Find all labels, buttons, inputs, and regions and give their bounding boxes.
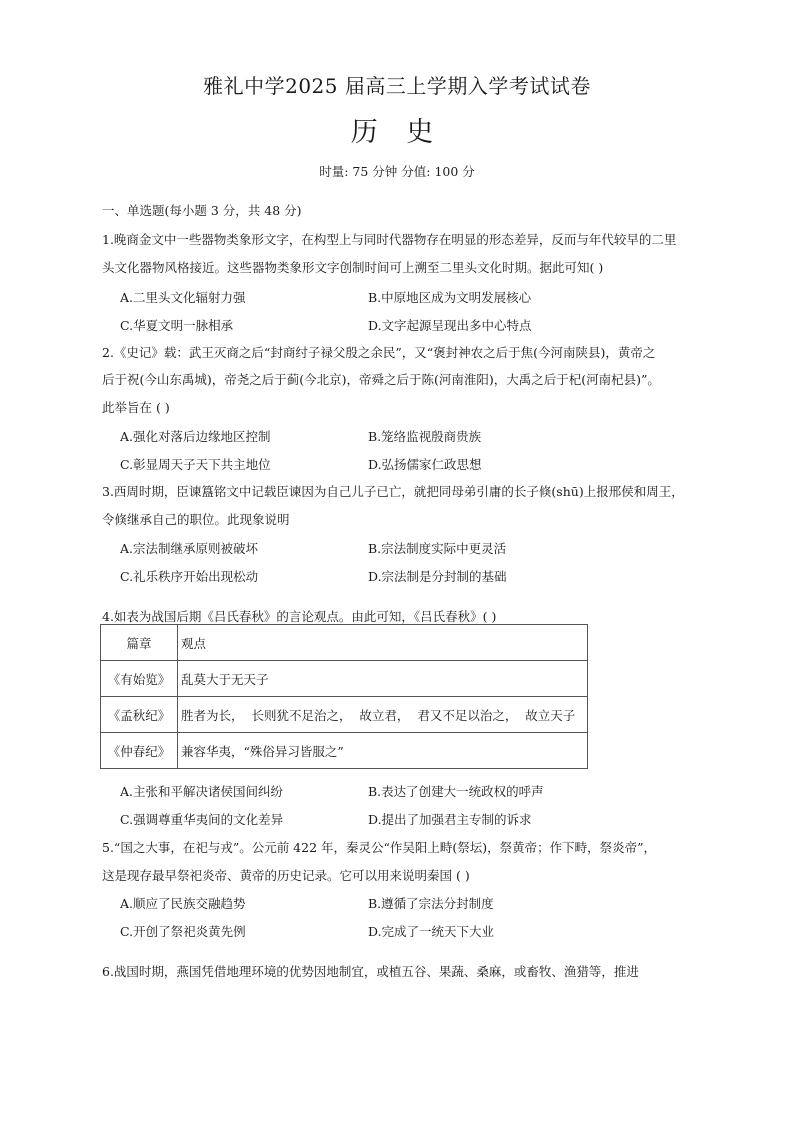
table-cell-chapter: 《仲春纪》 xyxy=(101,733,178,769)
question-3-text: 3.西周时期，臣谏簋铭文中记载臣谏因为自己儿子已亡，就把同母弟引庸的长子倏(shū)上报邢侯和周王， xyxy=(102,484,684,499)
question-5-text: 这是现存最早祭祀炎帝、黄帝的历史记录。它可以用来说明秦国 ( ) xyxy=(102,868,470,883)
table-cell-chapter: 《孟秋纪》 xyxy=(101,697,178,733)
table-cell-view: 兼容华夷，“殊俗异习皆服之” xyxy=(178,733,588,769)
table-cell-chapter: 《有始览》 xyxy=(101,661,178,697)
question-5-option-b: B.遵循了宗法分封制度 xyxy=(368,896,494,911)
question-2-option-d: D.弘扬儒家仁政思想 xyxy=(368,457,482,472)
question-1-option-b: B.中原地区成为文明发展核心 xyxy=(368,290,532,305)
question-2-option-c: C.彰显周天子天下共主地位 xyxy=(120,457,271,472)
question-4-text: 4.如表为战国后期《吕氏春秋》的言论观点。由此可知，《吕氏春秋》( ) xyxy=(102,609,497,624)
question-5-option-c: C.开创了祭祀炎黄先例 xyxy=(120,924,246,939)
exam-meta: 时量: 75 分钟 分值: 100 分 xyxy=(319,164,475,179)
question-3-option-d: D.宗法制是分封制的基础 xyxy=(368,569,507,584)
question-2-option-a: A.强化对落后边缘地区控制 xyxy=(120,429,271,444)
section-heading: 一、单选题(每小题 3 分，共 48 分) xyxy=(102,203,302,218)
question-5-text: 5.“国之大事，在祀与戎”。公元前 422 年，秦灵公“作吴阳上畤(祭坛)，祭黄帝；作下畤，祭炎帝”， xyxy=(102,840,657,855)
table-row xyxy=(101,733,588,769)
question-4-option-c: C.强调尊重华夷间的文化差异 xyxy=(120,812,284,827)
question-3-option-c: C.礼乐秩序开始出现松动 xyxy=(120,569,259,584)
question-2-text: 此举旨在 ( ) xyxy=(102,400,170,415)
question-3-option-a: A.宗法制继承原则被破坏 xyxy=(120,541,259,556)
question-1-text: 头文化器物风格接近。这些器物类象形文字创制时间可上溯至二里头文化时期。据此可知( ) xyxy=(102,260,604,275)
subject-title: 历 史 xyxy=(350,117,444,148)
viewpoint-table xyxy=(100,624,588,769)
question-4-option-d: D.提出了加强君主专制的诉求 xyxy=(368,812,532,827)
question-5-option-d: D.完成了一统天下大业 xyxy=(368,924,495,939)
table-header-cell: 篇章 xyxy=(101,625,178,661)
table-row xyxy=(101,661,588,697)
question-4-option-b: B.表达了创建大一统政权的呼声 xyxy=(368,784,544,799)
question-5-option-a: A.顺应了民族交融趋势 xyxy=(120,896,246,911)
table-row xyxy=(101,697,588,733)
question-2-text: 2.《史记》载：武王灭商之后“封商纣子禄父殷之余民”，又“褒封神农之后于焦(今河南陕县)，黄帝之 xyxy=(102,345,656,360)
table-cell-view: 胜者为长， 长则犹不足治之， 故立君， 君又不足以治之， 故立天子 xyxy=(178,697,588,733)
question-1-option-d: D.文字起源呈现出多中心特点 xyxy=(368,318,532,333)
table-cell-view: 乱莫大于无天子 xyxy=(178,661,588,697)
table-header-cell: 观点 xyxy=(178,625,588,661)
question-2-option-b: B.笼络监视殷商贵族 xyxy=(368,429,482,444)
question-3-text: 令倏继承自己的职位。此现象说明 xyxy=(102,512,290,527)
question-3-option-b: B.宗法制度实际中更灵活 xyxy=(368,541,507,556)
question-6-text: 6.战国时期，燕国凭借地理环境的优势因地制宜，或植五谷、果蔬、桑麻，或畜牧、渔猎等，推进 xyxy=(102,964,639,979)
exam-title: 雅礼中学2025 届高三上学期入学考试试卷 xyxy=(203,74,591,98)
question-1-option-c: C.华夏文明一脉相承 xyxy=(120,318,234,333)
question-1-option-a: A.二里头文化辐射力强 xyxy=(120,290,246,305)
question-1-text: 1.晚商金文中一些器物类象形文字，在构型上与同时代器物存在明显的形态差异，反而与年代较早的二里 xyxy=(102,232,677,247)
question-2-text: 后于祝(今山东禹城)，帝尧之后于蓟(今北京)，帝舜之后于陈(河南淮阳)，大禹之后于杞(河南杞县)”。 xyxy=(102,372,660,387)
table-header-row xyxy=(101,625,588,661)
question-4-option-a: A.主张和平解决诸侯国间纠纷 xyxy=(120,784,284,799)
